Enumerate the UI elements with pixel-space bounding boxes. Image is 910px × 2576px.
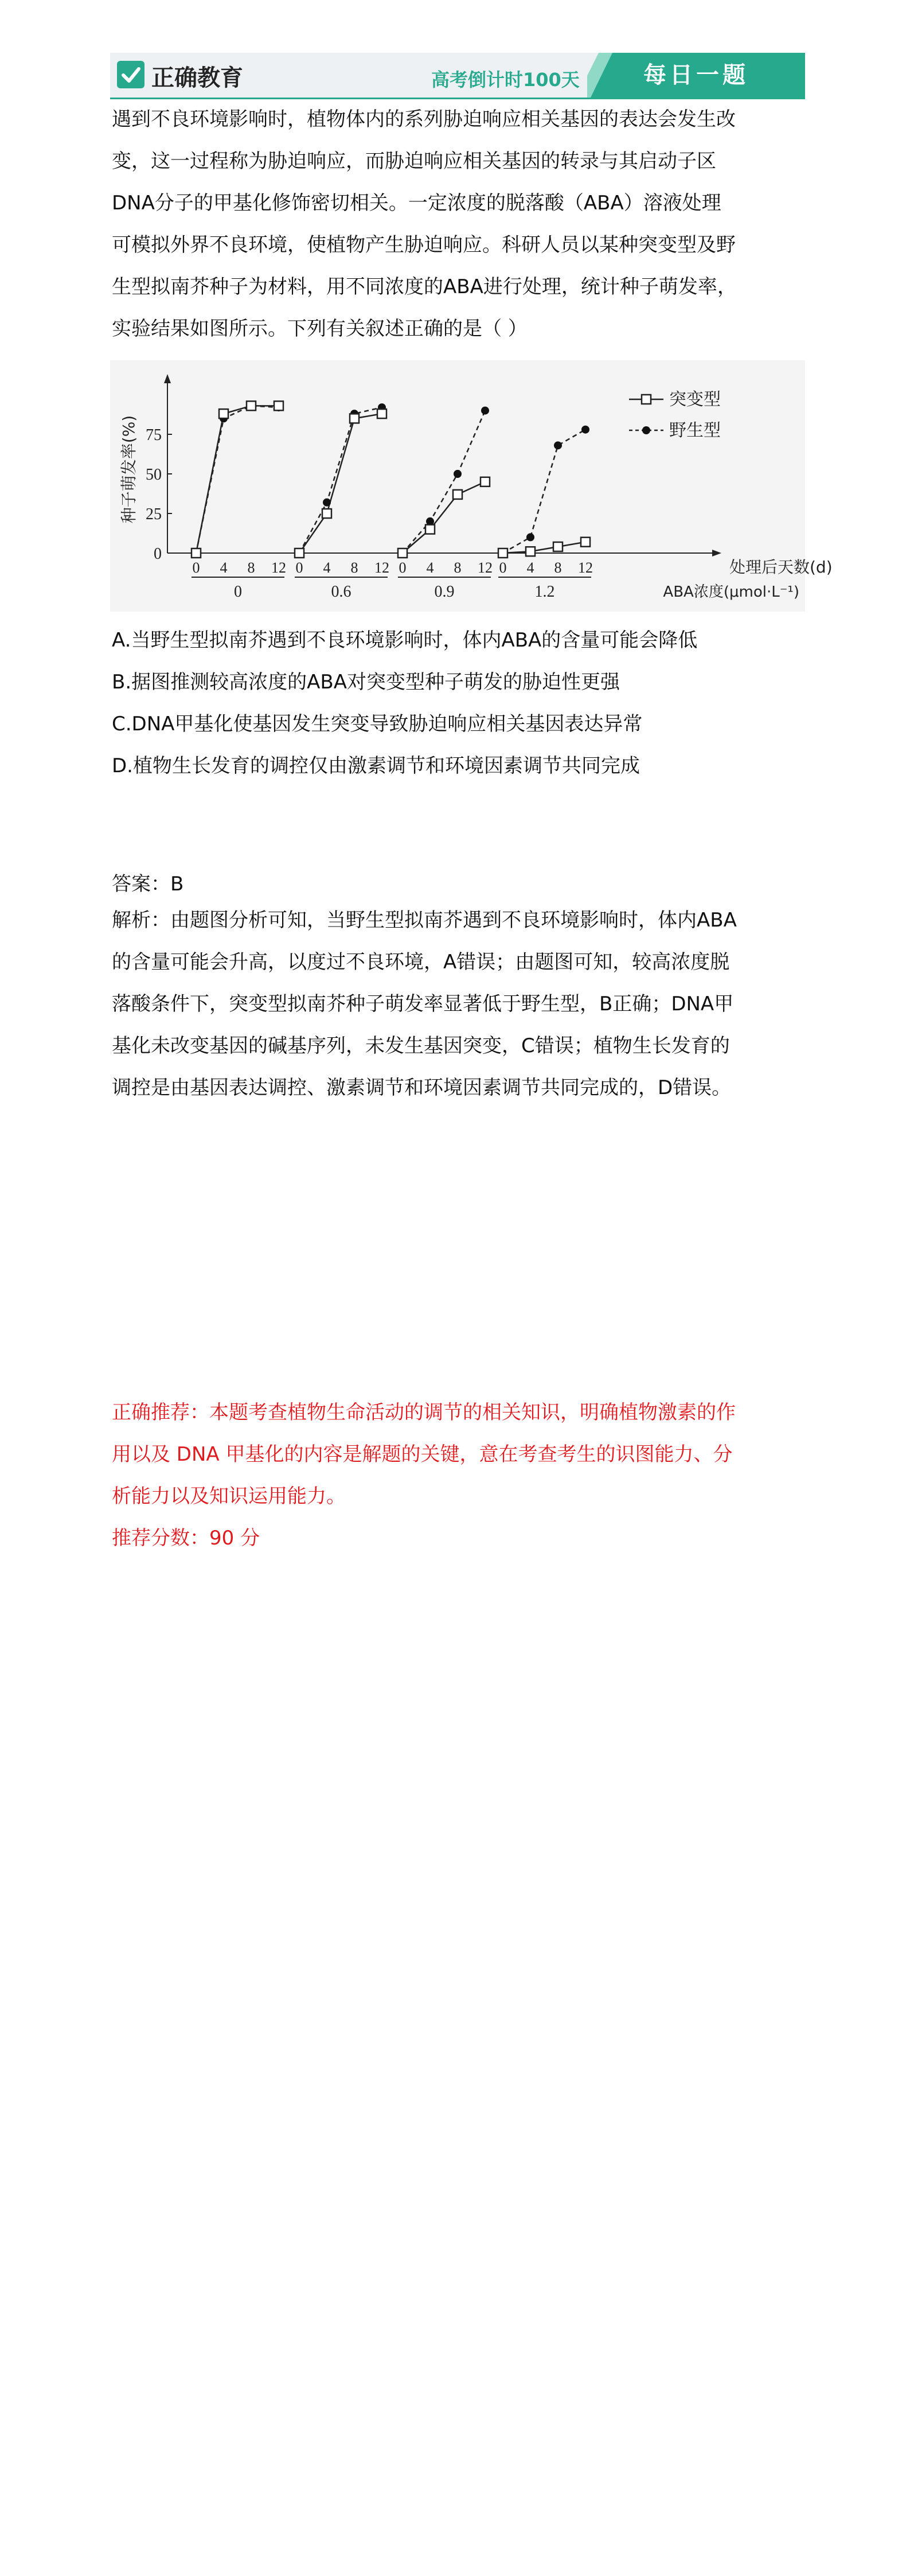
day-tick-label: 12 [271, 559, 286, 576]
y-tick-label: 25 [146, 505, 162, 523]
wild-type-line [403, 411, 485, 553]
question-line: DNA分子的甲基化修饰密切相关。一定浓度的脱落酸（ABA）溶液处理 [112, 192, 721, 215]
y-axis-label: 种子萌发率(%) [119, 415, 138, 524]
mutant-point [350, 414, 359, 423]
wild-type-line [299, 407, 382, 553]
concentration-label: 1.2 [534, 583, 555, 601]
legend-mutant-label: 突变型 [669, 390, 721, 410]
mutant-line [299, 414, 382, 553]
analysis-line: 落酸条件下，突变型拟南芥种子萌发率显著低于野生型，B正确；DNA甲 [112, 993, 734, 1015]
day-tick-label: 0 [295, 559, 303, 576]
mutant-point [219, 409, 228, 418]
recommendation-score: 推荐分数：90 分 [112, 1527, 260, 1550]
checkmark-icon [117, 61, 144, 88]
mutant-point [274, 401, 283, 410]
mutant-point [581, 538, 590, 547]
mutant-line [403, 482, 485, 553]
day-tick-label: 12 [578, 559, 593, 576]
day-tick-label: 0 [499, 559, 507, 576]
question-line: 可模拟外界不良环境，使植物产生胁迫响应。科研人员以某种突变型及野 [112, 234, 736, 256]
mutant-point [425, 525, 435, 534]
x-axis-label: 处理后天数(d) [729, 558, 833, 577]
mutant-point [453, 490, 462, 499]
mutant-point [247, 401, 256, 410]
wild-type-point [554, 441, 562, 449]
day-tick-label: 8 [350, 559, 358, 576]
option-c: C.DNA甲基化使基因发生突变导致胁迫响应相关基因表达异常 [112, 713, 643, 736]
group-axis-label: ABA浓度(μmol·L⁻¹) [663, 583, 799, 601]
mutant-point [526, 547, 535, 556]
recommendation-line: 析能力以及知识运用能力。 [112, 1485, 346, 1508]
germination-chart [110, 360, 833, 612]
option-d: D.植物生长发育的调控仅由激素调节和环境因素调节共同完成 [112, 754, 640, 777]
question-line: 实验结果如图所示。下列有关叙述正确的是（ ） [112, 317, 528, 340]
mutant-point [481, 477, 490, 487]
analysis-line: 解析：由题图分析可知，当野生型拟南芥遇到不良环境影响时，体内ABA [112, 909, 737, 932]
wild-type-point [454, 470, 462, 478]
day-tick-label: 0 [192, 559, 200, 576]
question-line: 变，这一过程称为胁迫响应，而胁迫响应相关基因的转录与其启动子区 [112, 150, 716, 173]
concentration-label: 0 [234, 583, 242, 601]
y-tick-label: 50 [146, 466, 162, 484]
mutant-point [398, 548, 407, 558]
answer-text: 答案：B [112, 873, 184, 896]
analysis-line: 调控是由基因表达调控、激素调节和环境因素调节共同完成的，D错误。 [112, 1076, 732, 1099]
wild-type-point [481, 407, 489, 415]
recommendation-line: 用以及 DNA 甲基化的内容是解题的关键，意在考查考生的识图能力、分 [112, 1443, 733, 1466]
analysis-block [112, 900, 806, 1109]
daily-question-badge [587, 53, 805, 98]
question-line: 遇到不良环境影响时，植物体内的系列胁迫响应相关基因的表达会发生改 [112, 108, 736, 131]
header-banner [110, 53, 805, 99]
mutant-point [322, 509, 331, 518]
question-line: 生型拟南芥种子为材料，用不同浓度的ABA进行处理，统计种子萌发率， [112, 275, 737, 298]
concentration-label: 0.6 [331, 583, 351, 601]
wild-type-line [503, 430, 585, 553]
daily-question-label: 每日一题 [643, 62, 749, 88]
y-axis-arrow [164, 374, 171, 383]
y-tick-label: 75 [146, 426, 162, 444]
chart-svg [110, 360, 833, 612]
option-a: A.当野生型拟南芥遇到不良环境影响时，体内ABA的含量可能会降低 [112, 629, 698, 652]
mutant-line [196, 406, 279, 553]
day-tick-label: 8 [454, 559, 462, 576]
concentration-label: 0.9 [434, 583, 455, 601]
day-tick-label: 0 [399, 559, 407, 576]
day-tick-label: 4 [220, 559, 228, 576]
wild-type-point [526, 533, 534, 541]
day-tick-label: 4 [426, 559, 434, 576]
legend-wild-label: 野生型 [669, 421, 721, 441]
recommendation-line: 正确推荐：本题考查植物生命活动的调节的相关知识，明确植物激素的作 [112, 1401, 736, 1424]
analysis-line: 基化未改变基因的碱基序列，未发生基因突变，C错误；植物生长发育的 [112, 1034, 730, 1057]
wild-type-point [323, 499, 331, 507]
mutant-point [498, 548, 507, 558]
mutant-line [503, 542, 585, 553]
mutant-point [553, 542, 563, 551]
day-tick-label: 4 [323, 559, 331, 576]
countdown-text: 高考倒计时100天 [431, 69, 580, 91]
day-tick-label: 8 [554, 559, 562, 576]
legend-mutant-marker [642, 395, 651, 404]
analysis-line: 的含量可能会升高，以度过不良环境，A错误；由题图可知，较高浓度脱 [112, 951, 730, 974]
wild-type-line [196, 406, 279, 553]
x-axis-arrow [712, 550, 721, 557]
question-stem [112, 99, 806, 350]
day-tick-label: 8 [247, 559, 255, 576]
option-b: B.据图推测较高浓度的ABA对突变型种子萌发的胁迫性更强 [112, 671, 620, 694]
mutant-point [192, 548, 201, 558]
day-tick-label: 12 [374, 559, 389, 576]
legend-wild-marker [642, 426, 650, 434]
day-tick-label: 4 [526, 559, 534, 576]
mutant-point [295, 548, 304, 558]
brand-title: 正确教育 [151, 65, 243, 91]
wild-type-point [581, 426, 589, 434]
recommendation-block [112, 1392, 806, 1559]
day-tick-label: 12 [478, 559, 493, 576]
y-tick-label: 0 [154, 545, 162, 563]
mutant-point [377, 409, 386, 418]
